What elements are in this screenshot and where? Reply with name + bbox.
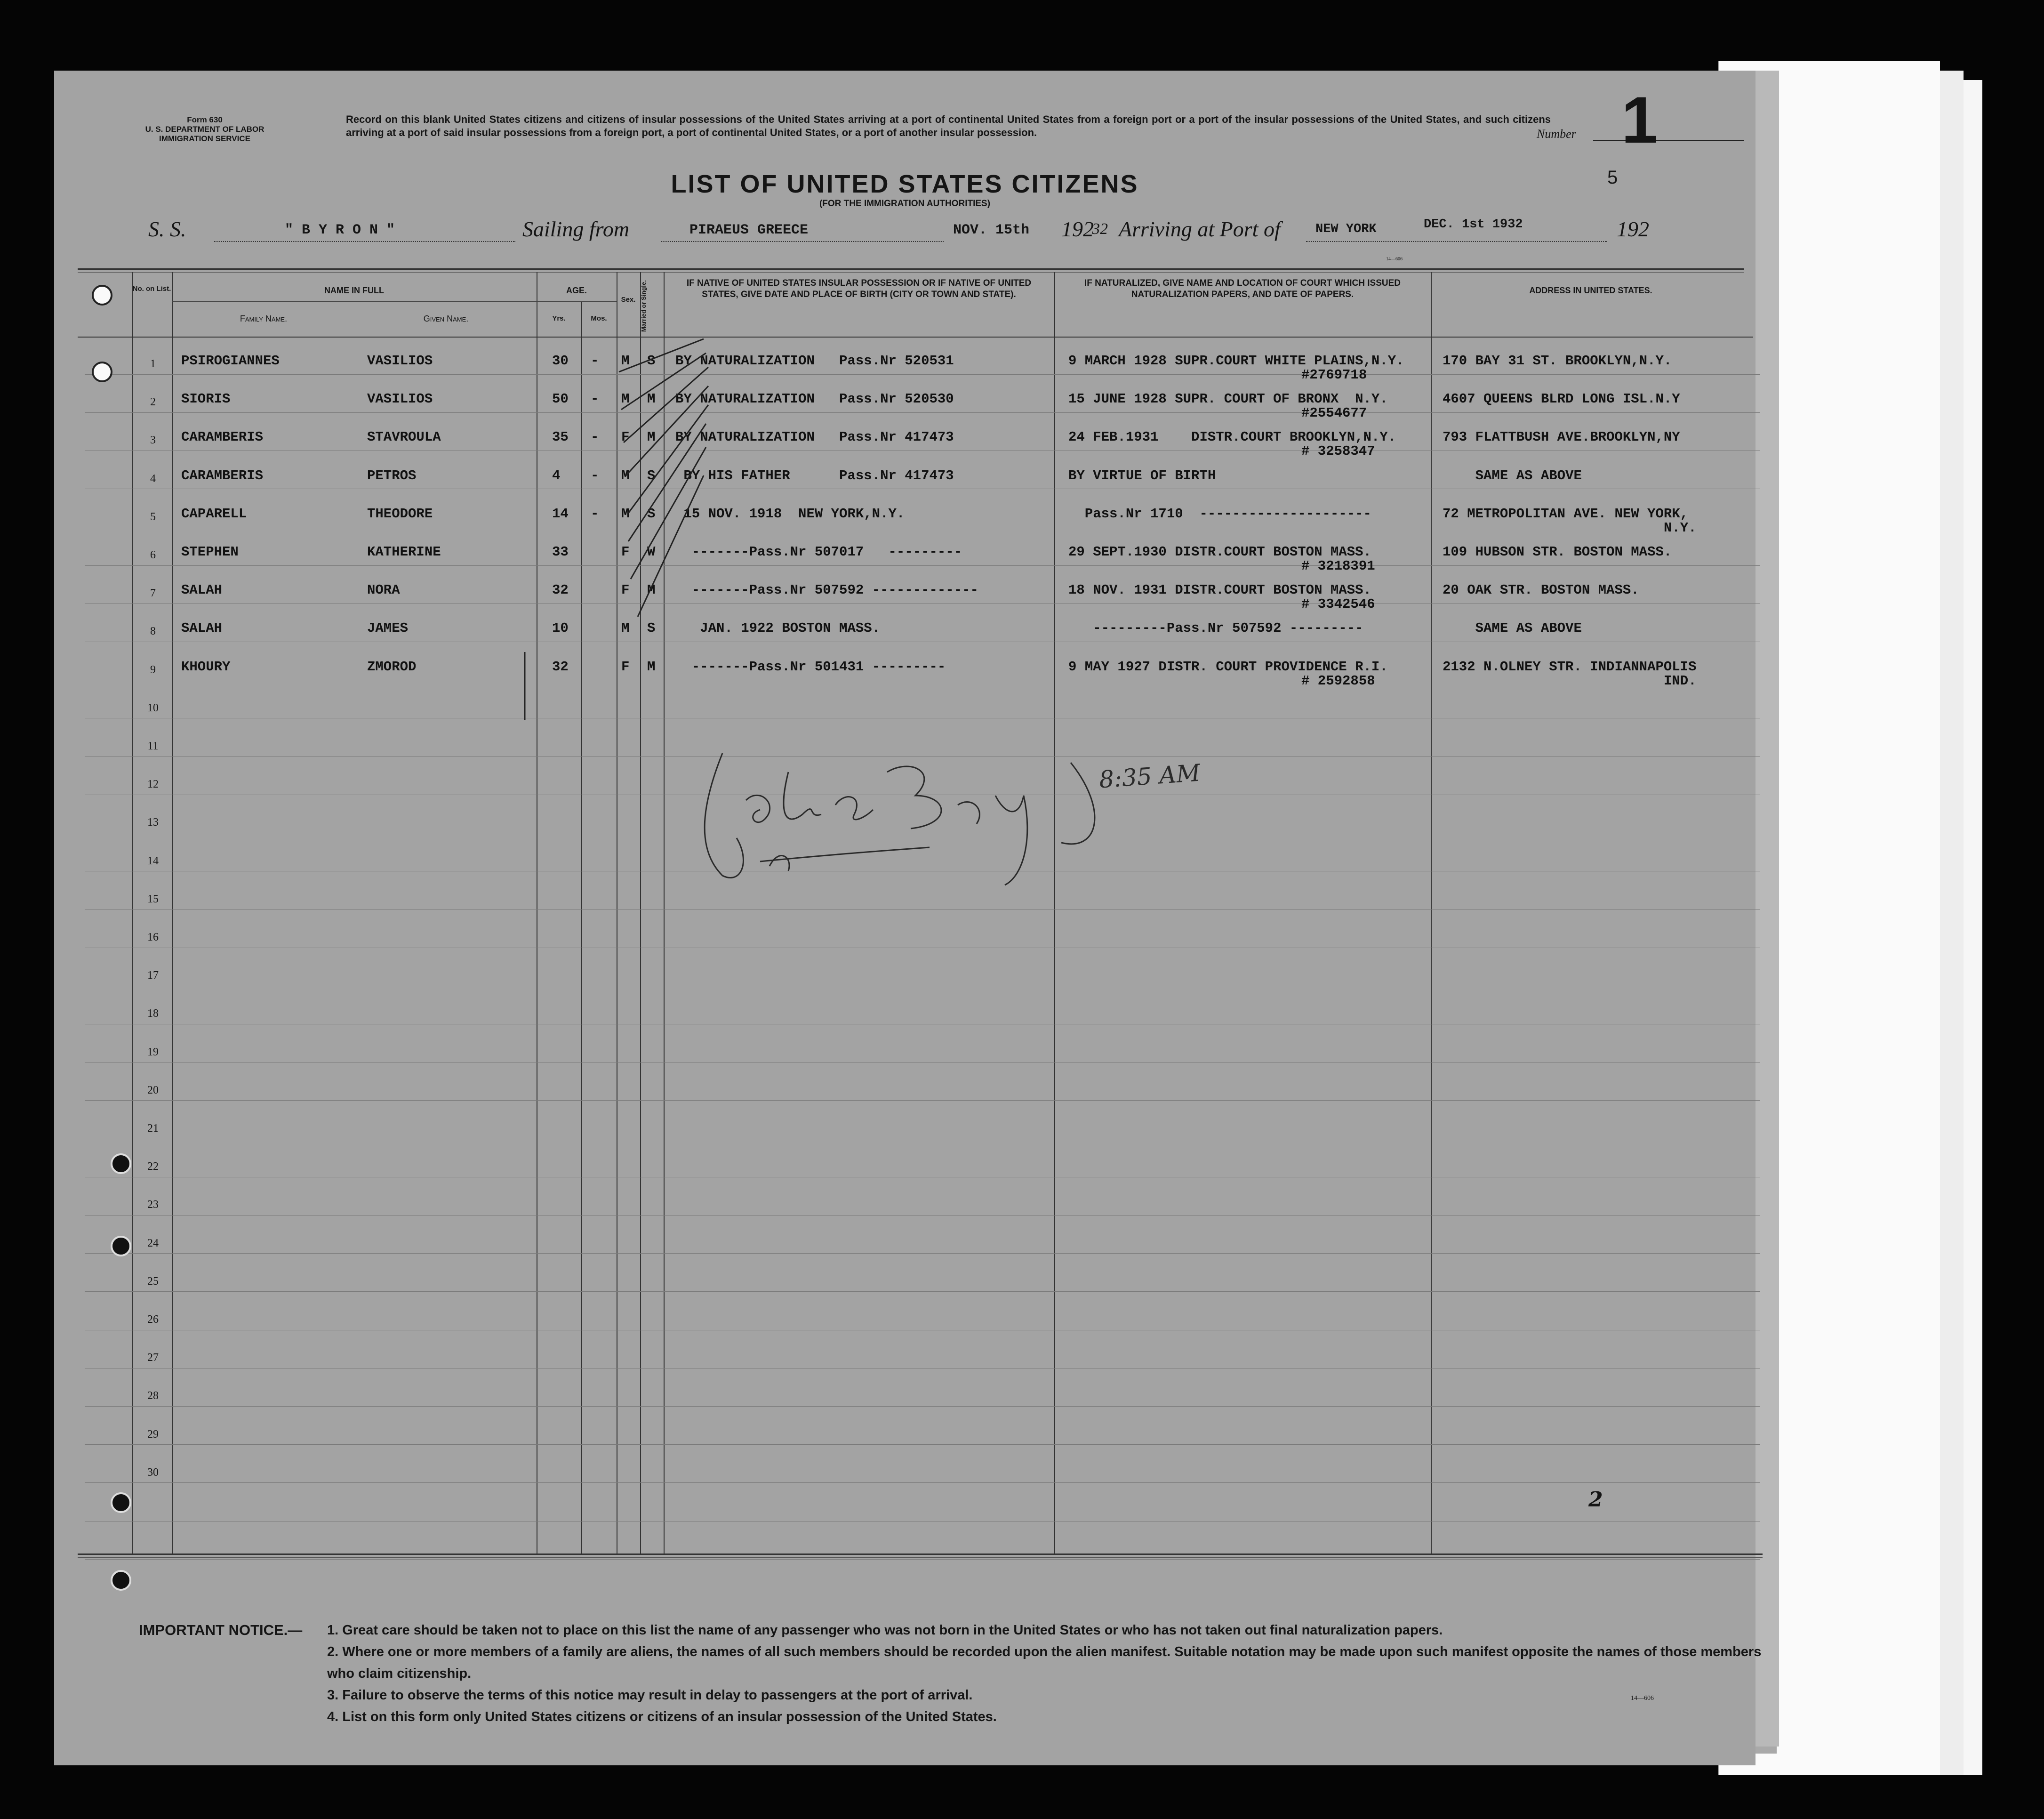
row-number: 18 xyxy=(147,1007,159,1020)
naturalization-number-cell: # 2592858 xyxy=(1301,673,1375,689)
naturalization-number-cell: #2554677 xyxy=(1301,405,1367,421)
print-code-top: 14—606 xyxy=(1386,257,1403,262)
age-years-cell: 14 xyxy=(552,506,569,522)
naturalization-cell: BY VIRTUE OF BIRTH xyxy=(1068,467,1216,483)
sex-cell: M xyxy=(621,620,630,636)
binding-hole xyxy=(92,285,112,306)
marital-status-cell: S xyxy=(647,353,656,369)
handwritten-tick xyxy=(520,650,529,725)
record-instructions: Record on this blank United States citizens and citizens of insular possessions of the United States arriving at a port of continental United States from a foreign port or a port of the insular possessions of the United States, and such citizens arriving at a port of said insular possessions from a foreign port, a port of continental United States, or a port of another insular possession. xyxy=(346,113,1551,138)
address-continued-cell: N.Y. xyxy=(1664,520,1697,536)
age-months-cell: - xyxy=(591,391,599,407)
naturalization-cell: ---------Pass.Nr 507592 --------- xyxy=(1068,620,1363,636)
given-name-cell: ZMOROD xyxy=(367,659,417,675)
table-top-border-inner xyxy=(78,272,1744,273)
given-name-cell: JAMES xyxy=(367,620,409,636)
header-no: No. on List. xyxy=(132,285,171,293)
row-number: 6 xyxy=(150,549,156,561)
binding-hole xyxy=(111,1492,131,1513)
sex-cell: M xyxy=(621,467,630,483)
check-marks xyxy=(609,334,713,673)
address-cell: 4607 QUEENS BLRD LONG ISL.N.Y xyxy=(1443,391,1680,407)
form-info xyxy=(111,115,299,144)
row-number: 5 xyxy=(150,510,156,523)
row-number: 28 xyxy=(147,1390,159,1402)
header-age: AGE. xyxy=(566,286,587,295)
row-number: 16 xyxy=(147,931,159,943)
age-months-cell: - xyxy=(591,429,599,445)
given-name-cell: STAVROULA xyxy=(367,429,441,445)
sex-cell: F xyxy=(621,544,630,560)
row-number: 25 xyxy=(147,1275,159,1288)
row-number: 15 xyxy=(147,893,159,905)
binding-hole xyxy=(111,1153,131,1174)
print-code: 14—606 xyxy=(1631,1695,1654,1702)
manifest-sheet xyxy=(54,71,1762,1765)
marital-status-cell: S xyxy=(647,620,656,636)
handwritten-mark: 2 xyxy=(1588,1488,1603,1512)
page-title: LIST OF UNITED STATES CITIZENS xyxy=(671,170,1139,198)
row-number: 2 xyxy=(150,396,156,409)
arriving-label: Arriving at Port of xyxy=(1119,217,1281,241)
row-number: 22 xyxy=(147,1160,159,1173)
naturalization-cell: 18 NOV. 1931 DISTR.COURT BOSTON MASS. xyxy=(1068,582,1371,598)
ruled-line xyxy=(85,1406,1760,1407)
ship-name: " B Y R O N " xyxy=(285,222,395,238)
ruled-line xyxy=(85,1482,1760,1483)
address-cell: 109 HUBSON STR. BOSTON MASS. xyxy=(1443,544,1672,560)
header-yrs: Yrs. xyxy=(552,314,566,322)
header-bottom-border xyxy=(78,337,1753,338)
list-number: 1 xyxy=(1621,83,1658,157)
sex-cell: M xyxy=(621,353,630,369)
row-number: 17 xyxy=(147,969,159,982)
row-number: 7 xyxy=(150,587,156,600)
family-name-cell: CARAMBERIS xyxy=(181,429,264,445)
age-years-cell: 50 xyxy=(552,391,569,407)
given-name-cell: NORA xyxy=(367,582,400,598)
row-number: 12 xyxy=(147,778,159,791)
row-number: 21 xyxy=(147,1122,159,1135)
row-number: 1 xyxy=(150,358,156,370)
given-name-cell: THEODORE xyxy=(367,506,433,522)
ruled-line xyxy=(85,1444,1760,1445)
naturalization-cell: 29 SEPT.1930 DISTR.COURT BOSTON MASS. xyxy=(1068,544,1371,560)
notice-item: 4. List on this form only United States citizens or citizens of an insular possession of the United States. xyxy=(327,1709,997,1724)
naturalization-cell: 15 JUNE 1928 SUPR. COURT OF BRONX N.Y. xyxy=(1068,391,1388,407)
row-number: 23 xyxy=(147,1199,159,1211)
address-cell: 793 FLATTBUSH AVE.BROOKLYN,NY xyxy=(1443,429,1680,445)
naturalization-number-cell: # 3218391 xyxy=(1301,558,1375,574)
department-name: U. S. DEPARTMENT OF LABOR xyxy=(145,125,265,134)
notice-label: IMPORTANT NOTICE.— xyxy=(139,1622,303,1638)
age-months-cell: - xyxy=(591,353,599,369)
birth-info-cell: BY NATURALIZATION Pass.Nr 417473 xyxy=(675,429,954,445)
marital-status-cell: M xyxy=(647,429,656,445)
row-number: 20 xyxy=(147,1084,159,1096)
col-divider xyxy=(1054,272,1055,1553)
ship-line xyxy=(214,241,515,242)
birth-info-cell: BY HIS FATHER Pass.Nr 417473 xyxy=(675,467,954,483)
year-prefix: 192 xyxy=(1061,217,1094,241)
ruled-line xyxy=(85,909,1760,910)
family-name-cell: KHOURY xyxy=(181,659,231,675)
row-number: 4 xyxy=(150,472,156,485)
address-continued-cell: IND. xyxy=(1664,673,1697,689)
sex-cell: M xyxy=(621,506,630,522)
notice-item: 3. Failure to observe the terms of this notice may result in delay to passengers at the port of arrival. xyxy=(327,1688,973,1703)
age-years-cell: 10 xyxy=(552,620,569,636)
ruled-line xyxy=(85,1253,1760,1254)
arrival-port: NEW YORK xyxy=(1315,222,1377,236)
naturalization-number-cell: #2769718 xyxy=(1301,367,1367,383)
age-years-cell: 32 xyxy=(552,582,569,598)
ruled-line xyxy=(85,412,1760,413)
important-notice xyxy=(139,1619,1767,1728)
birth-info-cell: JAN. 1922 BOSTON MASS. xyxy=(675,620,881,636)
header-name-in-full: NAME IN FULL xyxy=(324,286,384,295)
port-line xyxy=(1306,241,1607,242)
header-sex: Sex. xyxy=(621,296,636,304)
row-number: 9 xyxy=(150,663,156,676)
birth-info-cell: -------Pass.Nr 501431 --------- xyxy=(675,659,946,675)
arrival-date: DEC. 1st 1932 xyxy=(1424,217,1523,232)
marital-status-cell: M xyxy=(647,659,656,675)
family-name-cell: SALAH xyxy=(181,620,223,636)
handwritten-page-number: 5 xyxy=(1607,167,1618,188)
row-number: 10 xyxy=(147,701,159,714)
family-name-cell: STEPHEN xyxy=(181,544,239,560)
age-years-cell: 4 xyxy=(552,467,561,483)
naturalization-number-cell: # 3342546 xyxy=(1301,596,1375,612)
row-number: 27 xyxy=(147,1352,159,1364)
address-cell: 2132 N.OLNEY STR. INDIANNAPOLIS xyxy=(1443,659,1697,675)
sex-cell: F xyxy=(621,582,630,598)
row-number: 29 xyxy=(147,1428,159,1441)
handwritten-time: 8:35 AM xyxy=(1098,759,1202,794)
sailing-label: Sailing from xyxy=(522,217,630,241)
age-years-cell: 32 xyxy=(552,659,569,675)
address-cell: 170 BAY 31 ST. BROOKLYN,N.Y. xyxy=(1443,353,1672,369)
address-cell: SAME AS ABOVE xyxy=(1443,620,1582,636)
inspector-signature xyxy=(666,744,1113,894)
number-label: Number xyxy=(1537,127,1576,141)
given-name-cell: VASILIOS xyxy=(367,353,433,369)
family-name-cell: SALAH xyxy=(181,582,223,598)
birth-info-cell: -------Pass.Nr 507017 --------- xyxy=(675,544,962,560)
table-top-border xyxy=(78,268,1744,270)
birth-info-cell: BY NATURALIZATION Pass.Nr 520530 xyxy=(675,391,954,407)
form-number: Form 630 xyxy=(187,115,223,124)
row-number: 19 xyxy=(147,1046,159,1058)
number-line xyxy=(1593,140,1744,141)
notice-item: 2. Where one or more members of a family are aliens, the names of all such members should be recorded upon the alien manifest. Suitable notation may be made upon such manifest opposite the names of those members who claim citizenship. xyxy=(327,1644,1762,1681)
header-address: ADDRESS IN UNITED STATES. xyxy=(1529,286,1652,295)
header-given-name: Given Name. xyxy=(423,314,469,323)
ruled-line xyxy=(85,1291,1760,1292)
age-years-cell: 33 xyxy=(552,544,569,560)
family-name-cell: SIORIS xyxy=(181,391,231,407)
age-months-cell: - xyxy=(591,467,599,483)
age-months-cell: - xyxy=(591,506,599,522)
table-bottom-border-inner xyxy=(78,1557,1763,1558)
row-number: 26 xyxy=(147,1313,159,1326)
row-number: 3 xyxy=(150,434,156,447)
row-number: 8 xyxy=(150,625,156,638)
row-number: 14 xyxy=(147,854,159,867)
table-bottom-border xyxy=(78,1553,1763,1555)
address-cell: 20 OAK STR. BOSTON MASS. xyxy=(1443,582,1639,598)
family-name-cell: CARAMBERIS xyxy=(181,467,264,483)
address-cell: 72 METROPOLITAN AVE. NEW YORK, xyxy=(1443,506,1689,522)
binding-hole xyxy=(111,1570,131,1591)
sex-cell: M xyxy=(621,391,630,407)
sailing-date: NOV. 15th xyxy=(953,222,1030,238)
header-native: IF NATIVE OF UNITED STATES INSULAR POSSESSION OR IF NATIVE OF UNITED STATES, GIVE DATE AND PLACE OF BIRTH (CITY OR TOWN AND STATE). xyxy=(686,278,1032,299)
birth-info-cell: -------Pass.Nr 507592 ------------- xyxy=(675,582,978,598)
page-subtitle: (FOR THE IMMIGRATION AUTHORITIES) xyxy=(819,199,991,209)
header-married-single: Married or Single. xyxy=(640,280,647,332)
sailing-line xyxy=(661,241,944,242)
family-name-cell: PSIROGIANNES xyxy=(181,353,280,369)
naturalization-cell: 9 MAY 1927 DISTR. COURT PROVIDENCE R.I. xyxy=(1068,659,1388,675)
family-name-cell: CAPARELL xyxy=(181,506,247,522)
marital-status-cell: M xyxy=(647,391,656,407)
birth-info-cell: BY NATURALIZATION Pass.Nr 520531 xyxy=(675,353,954,369)
row-number: 30 xyxy=(147,1466,159,1479)
ruled-line xyxy=(85,565,1760,566)
binding-hole xyxy=(111,1236,131,1256)
ruled-line xyxy=(85,1100,1760,1101)
ss-label: S. S. xyxy=(148,217,186,241)
row-number: 13 xyxy=(147,816,159,829)
sex-cell: F xyxy=(621,659,630,675)
notice-item: 1. Great care should be taken not to place on this list the name of any passenger who was not born in the United States or who has not taken out final naturalization papers. xyxy=(327,1623,1443,1638)
header-family-name: Family Name. xyxy=(240,314,288,323)
year-prefix-2: 192 xyxy=(1617,217,1649,241)
ruled-line xyxy=(85,1559,1760,1560)
header-mos: Mos. xyxy=(591,314,607,322)
row-number: 11 xyxy=(147,740,159,752)
service-name: IMMIGRATION SERVICE xyxy=(159,134,250,143)
marital-status-cell: W xyxy=(647,544,656,560)
naturalization-cell: 24 FEB.1931 DISTR.COURT BROOKLYN,N.Y. xyxy=(1068,429,1396,445)
sailing-from: PIRAEUS GREECE xyxy=(689,222,809,238)
address-cell: SAME AS ABOVE xyxy=(1443,467,1582,483)
naturalization-cell: Pass.Nr 1710 --------------------- xyxy=(1068,506,1371,522)
ruled-line xyxy=(85,374,1760,375)
marital-status-cell: M xyxy=(647,582,656,598)
given-name-cell: VASILIOS xyxy=(367,391,433,407)
header-subdivider xyxy=(172,301,617,302)
row-number: 24 xyxy=(147,1237,159,1249)
naturalization-cell: 9 MARCH 1928 SUPR.COURT WHITE PLAINS,N.Y. xyxy=(1068,353,1404,369)
sailing-year: 32 xyxy=(1092,220,1108,238)
given-name-cell: PETROS xyxy=(367,467,417,483)
marital-status-cell: S xyxy=(647,506,656,522)
col-divider xyxy=(1431,272,1432,1553)
age-years-cell: 30 xyxy=(552,353,569,369)
birth-info-cell: 15 NOV. 1918 NEW YORK,N.Y. xyxy=(675,506,905,522)
naturalization-number-cell: # 3258347 xyxy=(1301,443,1375,459)
binding-hole xyxy=(92,362,112,382)
given-name-cell: KATHERINE xyxy=(367,544,441,560)
sex-cell: F xyxy=(621,429,630,445)
marital-status-cell: S xyxy=(647,467,656,483)
header-naturalized: IF NATURALIZED, GIVE NAME AND LOCATION OF COURT WHICH ISSUED NATURALIZATION PAPERS, AND DATE OF PAPERS. xyxy=(1084,278,1401,299)
age-years-cell: 35 xyxy=(552,429,569,445)
